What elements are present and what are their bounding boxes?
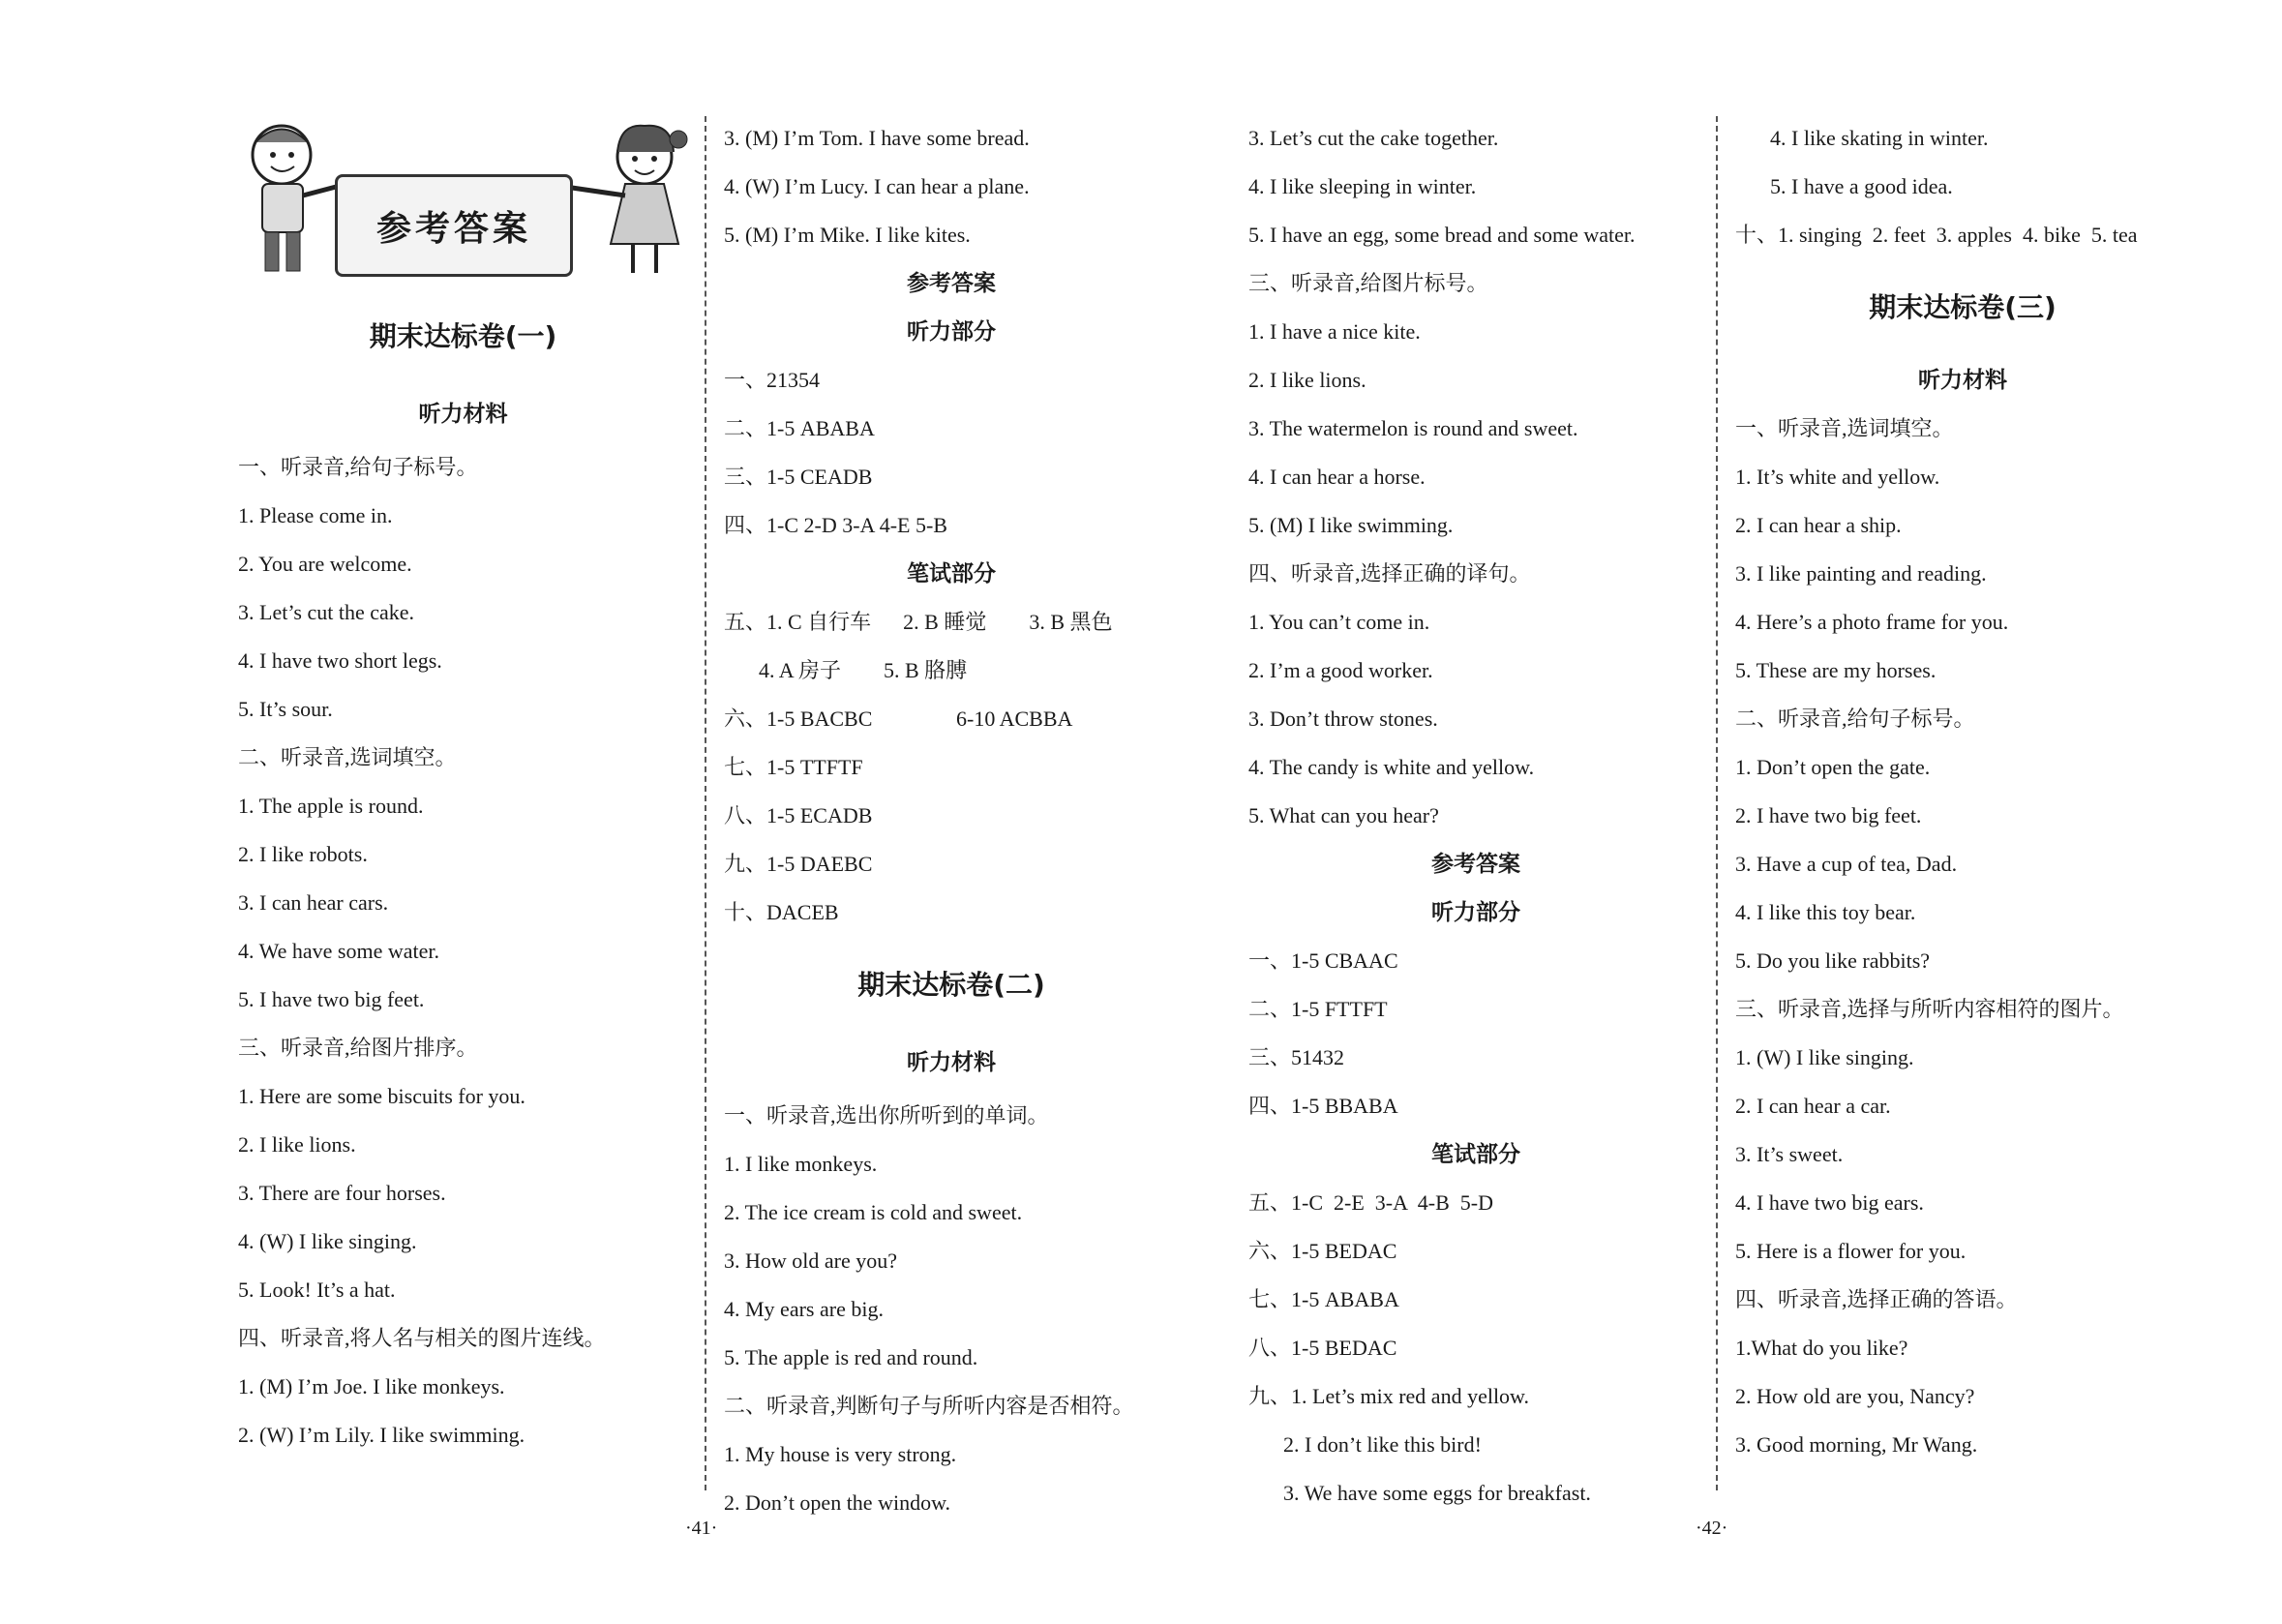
section-title: 期末达标卷(三) bbox=[1869, 291, 2057, 323]
text-line: 3. The watermelon is round and sweet. bbox=[1248, 416, 1578, 440]
text-line: 四、听录音,选择正确的答语。 bbox=[1735, 1287, 2018, 1311]
column-divider bbox=[1716, 116, 1718, 1490]
text-line: 5. (M) I like swimming. bbox=[1248, 513, 1454, 537]
column-4 bbox=[1735, 114, 2190, 1469]
answer-line: 七、1-5 ABABA bbox=[1248, 1287, 1399, 1311]
answer-line: 六、1-5 BEDAC bbox=[1248, 1239, 1397, 1263]
text-line: 2. I can hear a car. bbox=[1735, 1094, 1891, 1118]
text-line: 2. You are welcome. bbox=[238, 552, 412, 576]
answer-part: 6-10 ACBBA bbox=[956, 707, 1073, 731]
text-line: 1. You can’t come in. bbox=[1248, 610, 1430, 634]
answer-line: 十、1. singing 2. feet 3. apples 4. bike 5. tea bbox=[1735, 223, 2138, 247]
text-line: 2. (W) I’m Lily. I like swimming. bbox=[238, 1423, 525, 1447]
text-line: 4. (W) I like singing. bbox=[238, 1229, 417, 1253]
text-line: 4. Here’s a photo frame for you. bbox=[1735, 610, 2009, 634]
text-line: 1. (M) I’m Joe. I like monkeys. bbox=[238, 1374, 505, 1398]
banner-title: 参考答案 bbox=[335, 174, 573, 277]
text-line: 5. Do you like rabbits? bbox=[1735, 948, 1931, 973]
text-line: 三、听录音,给图片排序。 bbox=[238, 1036, 478, 1060]
text-line: 5. I have a good idea. bbox=[1770, 174, 1953, 198]
text-line: 2. How old are you, Nancy? bbox=[1735, 1384, 1975, 1408]
text-line: 2. I like lions. bbox=[1248, 368, 1366, 392]
column-1 bbox=[238, 288, 688, 1459]
answer-line: 八、1-5 BEDAC bbox=[1248, 1336, 1397, 1360]
answer-line: 九、1. Let’s mix red and yellow. bbox=[1248, 1384, 1530, 1408]
answer-line: 3. We have some eggs for breakfast. bbox=[1283, 1481, 1591, 1505]
answer-line: 四、1-C 2-D 3-A 4-E 5-B bbox=[724, 513, 947, 537]
text-line: 一、听录音,选出你所听到的单词。 bbox=[724, 1103, 1049, 1128]
text-line: 5. (M) I’m Mike. I like kites. bbox=[724, 223, 971, 247]
subsection-title: 听力材料 bbox=[1918, 368, 2007, 392]
text-line: 四、听录音,将人名与相关的图片连线。 bbox=[238, 1326, 606, 1350]
text-line: 二、听录音,给句子标号。 bbox=[1735, 707, 1975, 731]
section-title: 期末达标卷(二) bbox=[857, 969, 1045, 1001]
text-line: 2. I like robots. bbox=[238, 842, 368, 866]
text-line: 2. The ice cream is cold and sweet. bbox=[724, 1200, 1023, 1224]
text-line: 四、听录音,选择正确的译句。 bbox=[1248, 561, 1531, 586]
text-line: 1.What do you like? bbox=[1735, 1336, 1908, 1360]
text-line: 3. Let’s cut the cake. bbox=[238, 600, 415, 624]
answer-line bbox=[724, 695, 1179, 743]
text-line: 5. What can you hear? bbox=[1248, 803, 1439, 827]
text-line: 4. I like sleeping in winter. bbox=[1248, 174, 1477, 198]
text-line: 1. I like monkeys. bbox=[724, 1152, 878, 1176]
text-line: 4. I have two short legs. bbox=[238, 648, 442, 673]
column-divider bbox=[705, 116, 706, 1490]
subsection-title: 听力材料 bbox=[418, 402, 508, 426]
text-line: 二、听录音,判断句子与所听内容是否相符。 bbox=[724, 1394, 1134, 1418]
text-line: 5. The apple is red and round. bbox=[724, 1345, 978, 1369]
subsection-title: 听力材料 bbox=[907, 1050, 996, 1074]
answer-line: 八、1-5 ECADB bbox=[724, 803, 873, 827]
text-line: 1. (W) I like singing. bbox=[1735, 1045, 1914, 1069]
text-line: 2. I like lions. bbox=[238, 1132, 356, 1157]
subsection-title: 笔试部分 bbox=[1431, 1142, 1520, 1166]
answer-line: 三、1-5 CEADB bbox=[724, 465, 873, 489]
subsection-title: 听力部分 bbox=[907, 319, 996, 344]
page-number-right: ·42· bbox=[1696, 1518, 1728, 1539]
answer-line: 4. A 房子 5. B 胳膊 bbox=[759, 658, 968, 682]
text-line: 3. It’s sweet. bbox=[1735, 1142, 1844, 1166]
text-line: 3. How old are you? bbox=[724, 1248, 898, 1273]
subsection-title: 笔试部分 bbox=[907, 561, 996, 586]
answer-line: 2. I don’t like this bird! bbox=[1283, 1432, 1482, 1457]
text-line: 3. Don’t throw stones. bbox=[1248, 707, 1438, 731]
text-line: 1. It’s white and yellow. bbox=[1735, 465, 1940, 489]
answer-part: 六、1-5 BACBC bbox=[724, 707, 873, 731]
column-3 bbox=[1248, 114, 1703, 1518]
text-line: 3. Let’s cut the cake together. bbox=[1248, 126, 1499, 150]
text-line: 三、听录音,选择与所听内容相符的图片。 bbox=[1735, 997, 2124, 1021]
text-line: 3. I like painting and reading. bbox=[1735, 561, 1987, 586]
text-line: 4. My ears are big. bbox=[724, 1297, 884, 1321]
subsection-title: 参考答案 bbox=[907, 271, 996, 295]
text-line: 3. (M) I’m Tom. I have some bread. bbox=[724, 126, 1030, 150]
answer-line: 五、1-C 2-E 3-A 4-B 5-D bbox=[1248, 1190, 1493, 1215]
text-line: 3. Have a cup of tea, Dad. bbox=[1735, 852, 1958, 876]
answer-line: 一、21354 bbox=[724, 368, 821, 392]
answer-line: 一、1-5 CBAAC bbox=[1248, 948, 1398, 973]
text-line: 一、听录音,给句子标号。 bbox=[238, 455, 478, 479]
text-line: 4. I can hear a horse. bbox=[1248, 465, 1426, 489]
text-line: 5. Here is a flower for you. bbox=[1735, 1239, 1967, 1263]
text-line: 3. I can hear cars. bbox=[238, 890, 389, 915]
subsection-title: 听力部分 bbox=[1431, 900, 1520, 924]
text-line: 1. Here are some biscuits for you. bbox=[238, 1084, 525, 1108]
subsection-title: 参考答案 bbox=[1431, 852, 1520, 876]
text-line: 4. We have some water. bbox=[238, 939, 439, 963]
section-title: 期末达标卷(一) bbox=[369, 320, 557, 352]
page-number-left: ·41· bbox=[685, 1518, 718, 1539]
text-line: 1. My house is very strong. bbox=[724, 1442, 957, 1466]
answer-line: 二、1-5 ABABA bbox=[724, 416, 875, 440]
answer-line: 五、1. C 自行车 2. B 睡觉 3. B 黑色 bbox=[724, 610, 1113, 634]
text-line: 5. These are my horses. bbox=[1735, 658, 1937, 682]
text-line: 4. I have two big ears. bbox=[1735, 1190, 1924, 1215]
text-line: 4. I like this toy bear. bbox=[1735, 900, 1916, 924]
text-line: 4. The candy is white and yellow. bbox=[1248, 755, 1535, 779]
text-line: 5. I have an egg, some bread and some water. bbox=[1248, 223, 1636, 247]
text-line: 3. There are four horses. bbox=[238, 1181, 446, 1205]
answer-line: 十、DACEB bbox=[724, 900, 839, 924]
text-line: 2. I can hear a ship. bbox=[1735, 513, 1902, 537]
text-line: 5. It’s sour. bbox=[238, 697, 333, 721]
text-line: 2. I’m a good worker. bbox=[1248, 658, 1433, 682]
answer-line: 二、1-5 FTTFT bbox=[1248, 997, 1388, 1021]
answer-line: 九、1-5 DAEBC bbox=[724, 852, 873, 876]
answer-line: 四、1-5 BBABA bbox=[1248, 1094, 1398, 1118]
text-line: 5. Look! It’s a hat. bbox=[238, 1278, 396, 1302]
column-2 bbox=[724, 114, 1179, 1527]
answer-line: 三、51432 bbox=[1248, 1045, 1345, 1069]
text-line: 3. Good morning, Mr Wang. bbox=[1735, 1432, 1978, 1457]
text-line: 1. I have a nice kite. bbox=[1248, 319, 1421, 344]
text-line: 二、听录音,选词填空。 bbox=[238, 745, 457, 769]
text-line: 1. The apple is round. bbox=[238, 794, 424, 818]
text-line: 5. I have two big feet. bbox=[238, 987, 425, 1011]
text-line: 1. Don’t open the gate. bbox=[1735, 755, 1931, 779]
text-line: 2. I have two big feet. bbox=[1735, 803, 1922, 827]
text-line: 1. Please come in. bbox=[238, 503, 393, 527]
text-line: 三、听录音,给图片标号。 bbox=[1248, 271, 1488, 295]
text-line: 2. Don’t open the window. bbox=[724, 1490, 951, 1515]
answer-line: 七、1-5 TTFTF bbox=[724, 755, 863, 779]
text-line: 4. I like skating in winter. bbox=[1770, 126, 1989, 150]
text-line: 4. (W) I’m Lucy. I can hear a plane. bbox=[724, 174, 1030, 198]
text-line: 一、听录音,选词填空。 bbox=[1735, 416, 1954, 440]
answer-banner bbox=[238, 118, 688, 278]
